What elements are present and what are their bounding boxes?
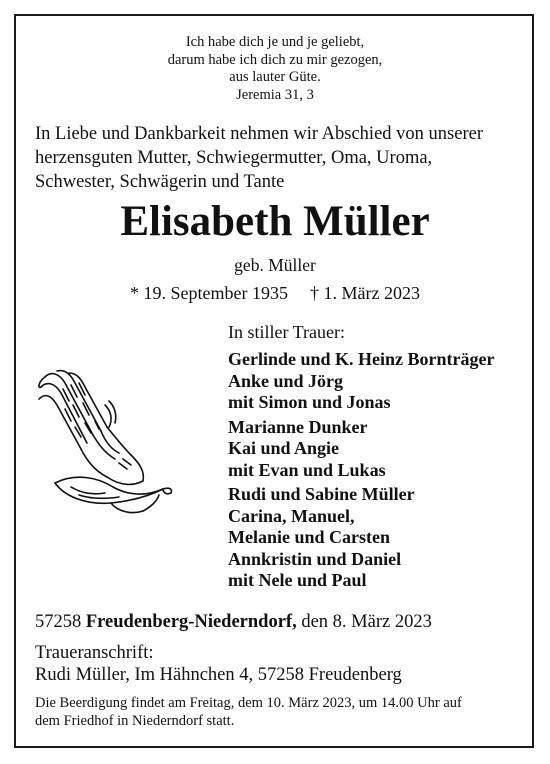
mourning-address bbox=[35, 642, 402, 686]
intro-line: Schwester, Schwägerin und Tante bbox=[35, 172, 285, 192]
mourner-line: mit Simon und Jonas bbox=[228, 392, 391, 412]
funeral-line: dem Friedhof in Niederndorf statt. bbox=[35, 713, 235, 729]
place-date bbox=[35, 610, 432, 634]
mourner-line: mit Evan und Lukas bbox=[228, 459, 386, 480]
mourners-list bbox=[228, 349, 494, 595]
mourner-group bbox=[228, 484, 494, 592]
mourner-group bbox=[228, 349, 494, 414]
address-value: Rudi Müller, Im Hähnchen 4, 57258 Freudenberg bbox=[35, 665, 402, 685]
verse-line: aus lauter Güte. bbox=[229, 69, 321, 85]
praying-hands-dove-icon bbox=[35, 365, 175, 520]
mourner-line: mit Nele und Paul bbox=[228, 570, 367, 590]
maiden-name: geb. Müller bbox=[234, 255, 316, 275]
mourner-line: Melanie und Carsten bbox=[228, 527, 390, 547]
intro-line: In Liebe und Dankbarkeit nehmen wir Abschied von unserer bbox=[35, 124, 483, 144]
mourner-line: Gerlinde und K. Heinz Bornträger bbox=[228, 349, 495, 369]
mourning-title: In stiller Trauer: bbox=[228, 322, 345, 342]
place-name: Freudenberg-Niederndorf, bbox=[85, 612, 297, 632]
funeral-line: Die Beerdigung findet am Freitag, dem 10. März 2023, um 14.00 Uhr auf bbox=[35, 695, 462, 711]
mourner-line: Annkristin und Daniel bbox=[228, 548, 402, 569]
intro-line: herzensguten Mutter, Schwiegermutter, Oma, Uroma, bbox=[35, 148, 433, 168]
mourner-line: Carina, Manuel, bbox=[228, 505, 355, 526]
verse-reference: Jeremia 31, 3 bbox=[236, 86, 314, 103]
life-dates bbox=[0, 281, 550, 305]
address-label: Traueranschrift: bbox=[35, 643, 154, 663]
verse-line: darum habe ich dich zu mir gezogen, bbox=[167, 51, 383, 68]
mourner-line: Marianne Dunker bbox=[228, 416, 368, 437]
funeral-info bbox=[35, 694, 525, 730]
death-date: † 1. März 2023 bbox=[310, 283, 420, 303]
mourner-line: Rudi und Sabine Müller bbox=[228, 484, 415, 504]
deceased-name: Elisabeth Müller bbox=[120, 198, 430, 245]
verse-line: Ich habe dich je und je geliebt, bbox=[185, 34, 365, 50]
mourner-line: Anke und Jörg bbox=[228, 370, 344, 391]
bible-verse bbox=[0, 34, 550, 104]
birth-date: * 19. September 1935 bbox=[130, 283, 288, 303]
notice-date: den 8. März 2023 bbox=[301, 612, 432, 632]
mourner-line: Kai und Angie bbox=[228, 438, 340, 458]
postcode: 57258 bbox=[35, 612, 82, 632]
mourner-group bbox=[228, 417, 494, 482]
intro-text bbox=[35, 122, 525, 194]
